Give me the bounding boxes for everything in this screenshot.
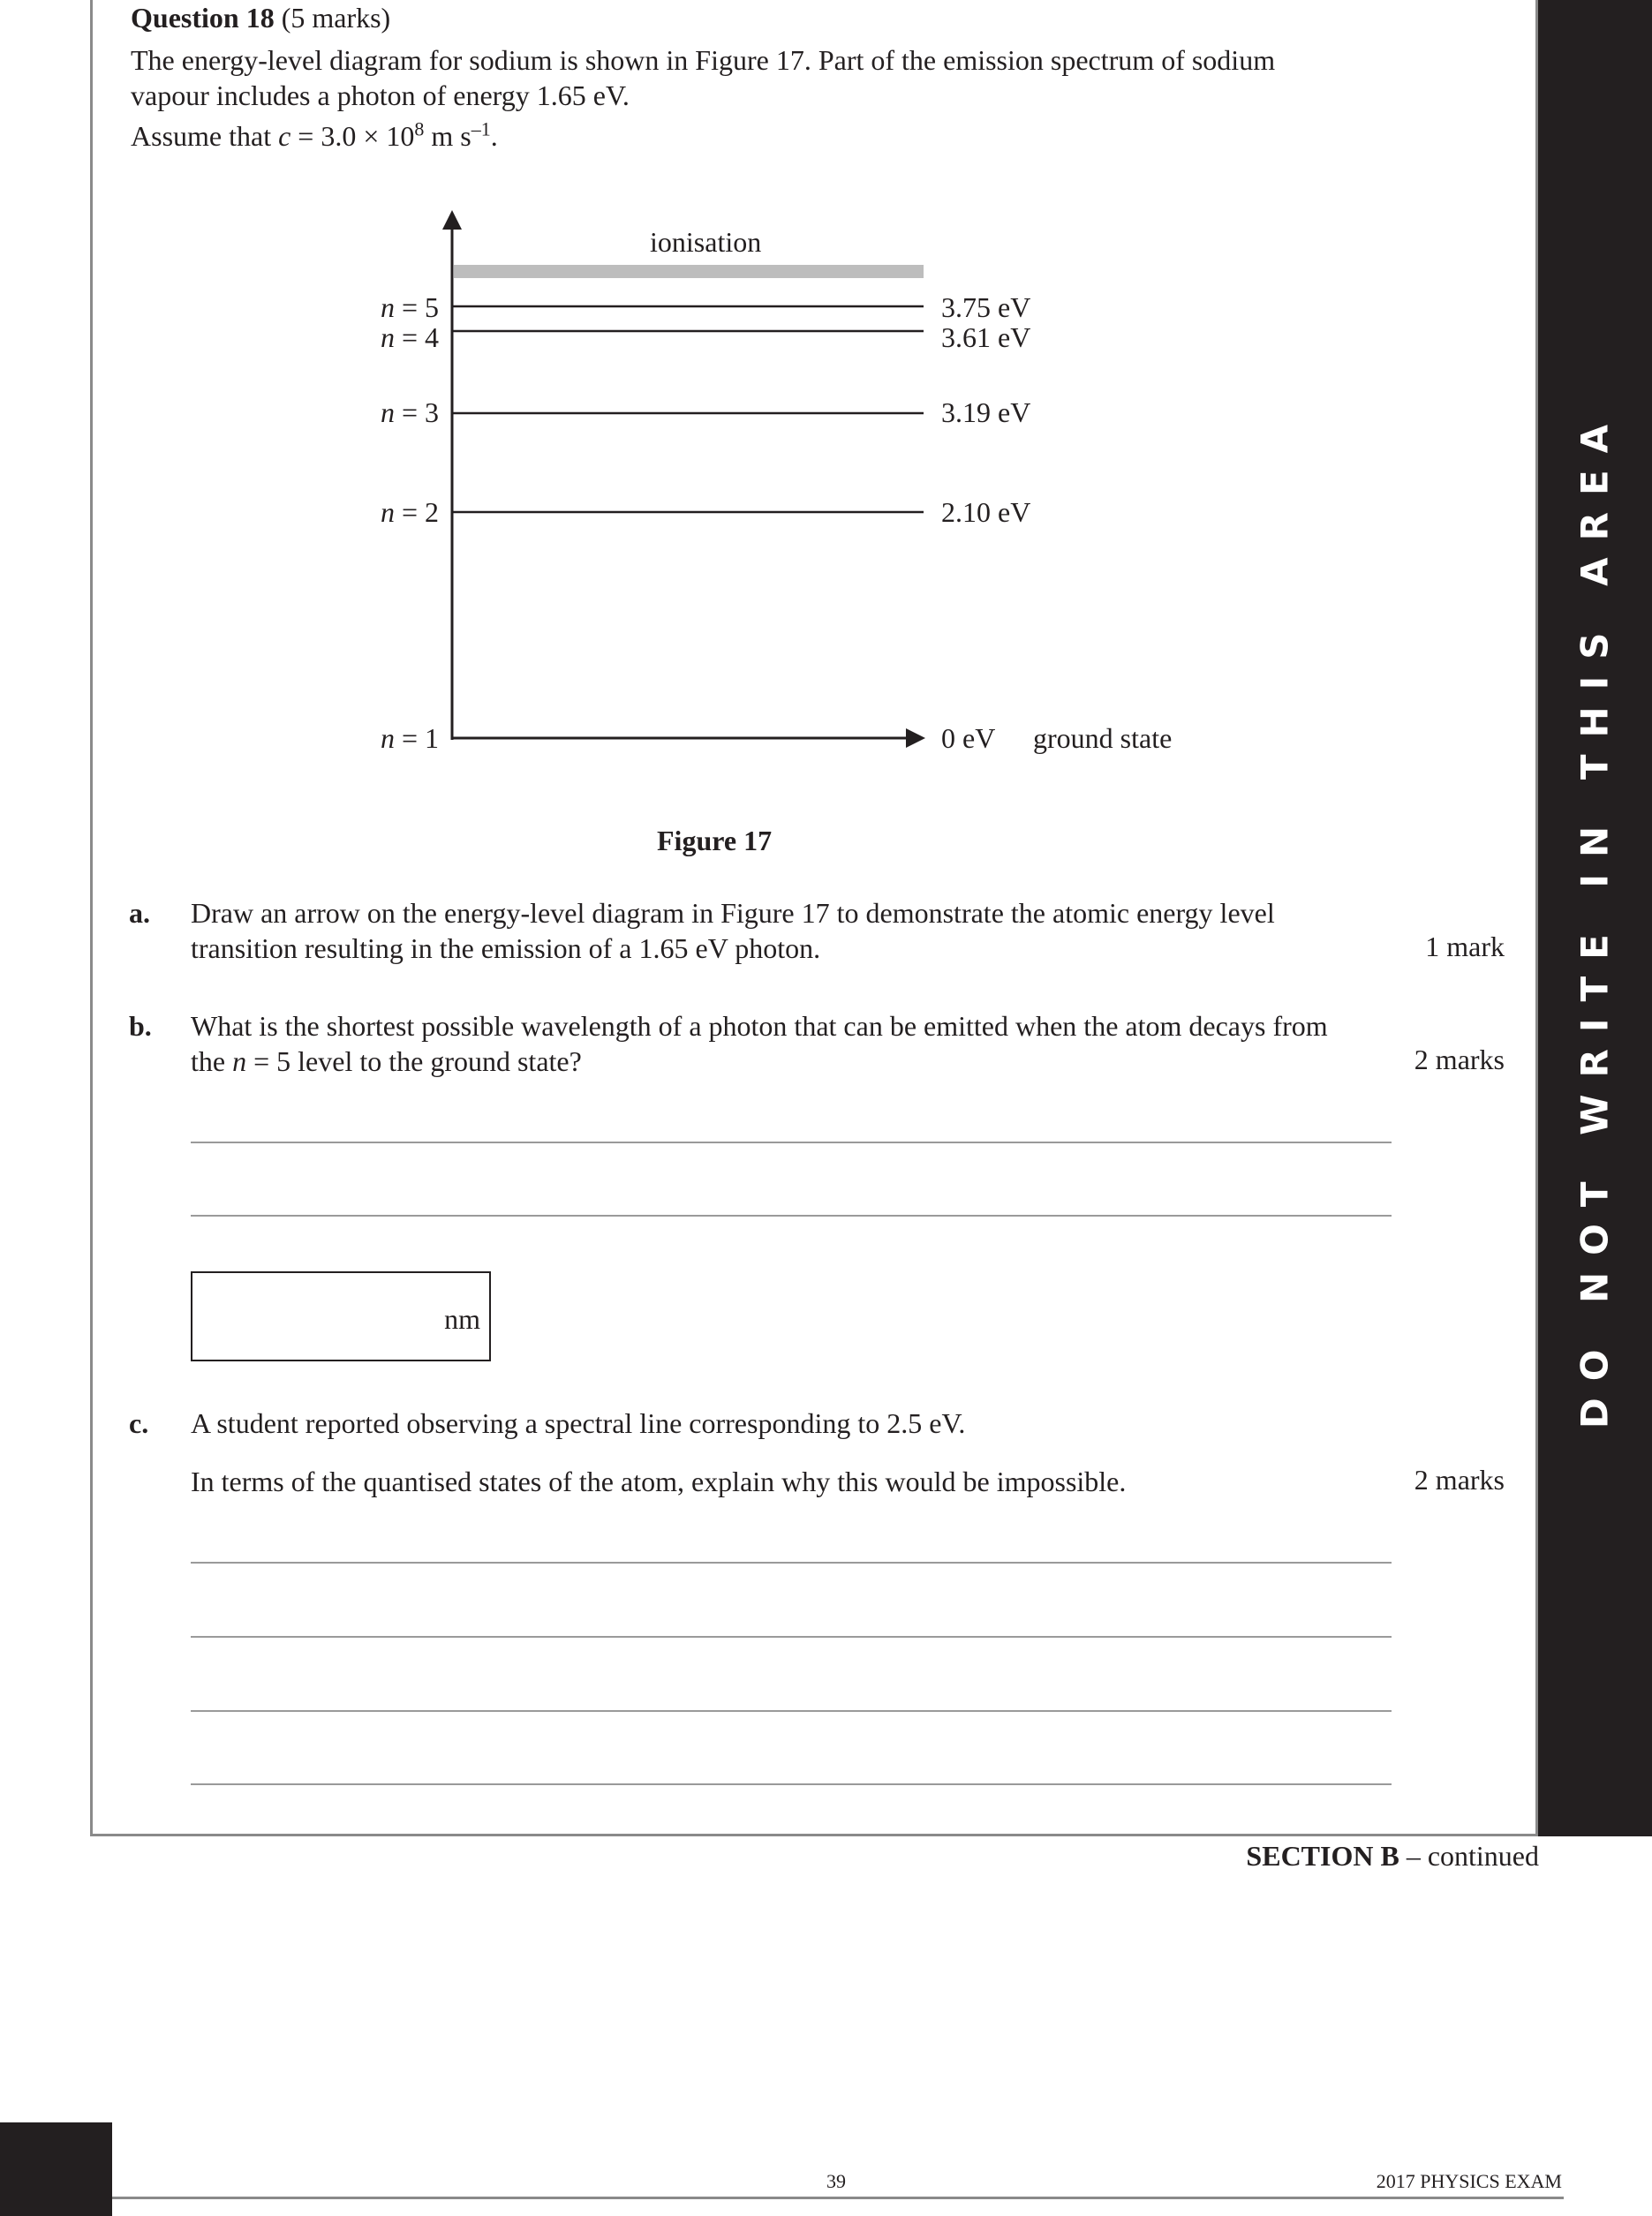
part-c-line1: A student reported observing a spectral line corresponding to 2.5 eV. [191, 1407, 966, 1439]
part-a-line2: transition resulting in the emission of a 1.65 eV photon. [191, 932, 821, 964]
do-not-write-banner: DO NOT WRITE IN THIS AREA [1573, 407, 1617, 1429]
answer-line-b2[interactable] [191, 1215, 1392, 1217]
answer-unit-label: nm [444, 1303, 480, 1335]
section-continued: SECTION B – continued [1246, 1840, 1539, 1872]
level-label-n5: n = 5 [380, 291, 439, 323]
energy-label-n5: 3.75 eV [941, 291, 1031, 323]
page-number: 39 [826, 2170, 846, 2192]
part-a-marks: 1 mark [1425, 931, 1505, 962]
part-b-marks: 2 marks [1414, 1044, 1505, 1075]
energy-label-n4: 3.61 eV [941, 321, 1031, 353]
figure-caption: Figure 17 [657, 825, 773, 856]
question-assumption: Assume that $c = 3.0 \times 10^8$ m $s^{-1}$. [131, 117, 498, 152]
ground-state-label: ground state [1033, 722, 1173, 754]
energy-axis-arrowhead [442, 210, 462, 230]
energy-label-n3: 3.19 eV [941, 396, 1031, 428]
footer-tab [0, 2122, 112, 2216]
level-label-n4: n = 4 [380, 321, 439, 353]
ground-level-arrowhead [906, 728, 925, 748]
part-b-line1: What is the shortest possible wavelength of a photon that can be emitted when the atom decays from [191, 1010, 1328, 1042]
energy-label-n1: 0 eV [941, 722, 996, 754]
answer-line-c2[interactable] [191, 1636, 1392, 1638]
wavelength-answer-box[interactable] [191, 1271, 491, 1361]
part-a-letter: a. [129, 897, 150, 929]
part-c-line2: In terms of the quantised states of the atom, explain why this would be impossible. [191, 1466, 1127, 1497]
ionisation-label: ionisation [650, 226, 762, 258]
answer-line-c4[interactable] [191, 1783, 1392, 1785]
exam-title: 2017 PHYSICS EXAM [1376, 2170, 1562, 2192]
question-number: Question 18 [131, 2, 275, 34]
question-marks: (5 marks) [281, 2, 391, 34]
part-c-letter: c. [129, 1407, 149, 1439]
answer-line-c3[interactable] [191, 1710, 1392, 1712]
part-b-line2: the n = 5 level to the ground state? [191, 1045, 582, 1077]
answer-line-b1[interactable] [191, 1142, 1392, 1143]
footer-rule [112, 2197, 1564, 2199]
part-b-letter: b. [129, 1010, 152, 1042]
question-intro-line2: vapour includes a photon of energy 1.65 eV. [131, 79, 630, 111]
part-a-line1: Draw an arrow on the energy-level diagram in Figure 17 to demonstrate the atomic energy level [191, 897, 1275, 929]
level-label-n2: n = 2 [380, 496, 439, 528]
energy-label-n2: 2.10 eV [941, 496, 1031, 528]
level-label-n3: n = 3 [380, 396, 439, 428]
level-label-n1: n = 1 [380, 722, 439, 754]
part-c-marks: 2 marks [1414, 1464, 1505, 1496]
ionisation-band [454, 265, 924, 278]
question-intro-line1: The energy-level diagram for sodium is shown in Figure 17. Part of the emission spectrum of sodium [131, 44, 1276, 76]
answer-line-c1[interactable] [191, 1562, 1392, 1564]
